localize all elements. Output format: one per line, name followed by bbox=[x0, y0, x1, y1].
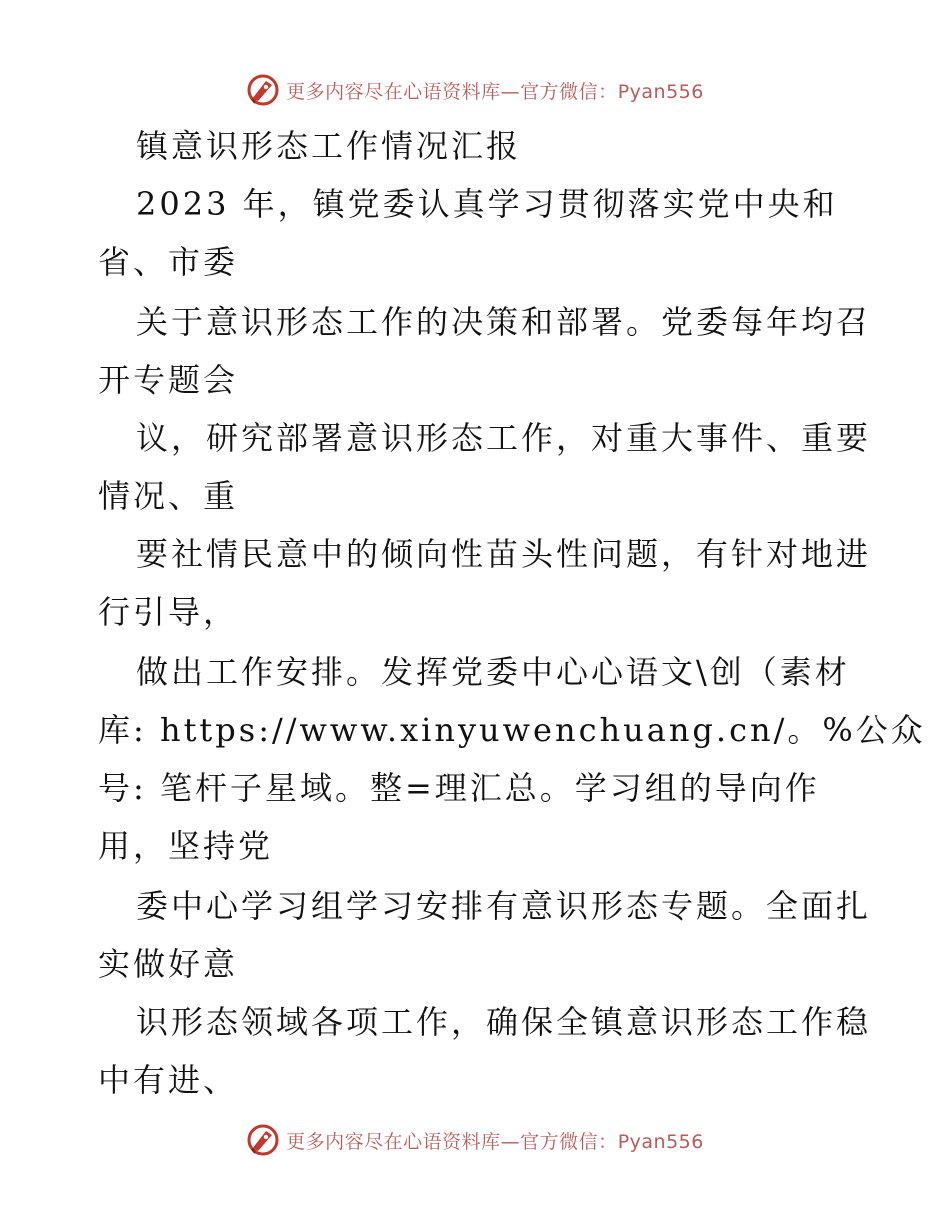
footer-contact-id: Pyan556 bbox=[617, 1130, 704, 1153]
body-line: 议，研究部署意识形态工作，对重大事件、重要 bbox=[136, 419, 872, 457]
body-line: 2023 年，镇党委认真学习贯彻落实党中央和 bbox=[136, 185, 838, 223]
footer-site-text: 更多内容尽在心语资料库 bbox=[286, 1130, 501, 1153]
body-line: 省、市委 bbox=[98, 243, 239, 281]
pen-nib-logo-icon bbox=[246, 1123, 280, 1157]
body-line: 库: https://www.xinyuwenchuang.cn/。%公众 bbox=[98, 711, 926, 749]
footer-separator: — bbox=[500, 1130, 521, 1153]
document-title: 镇意识形态工作情况汇报 bbox=[136, 127, 522, 165]
header-contact-label: 官方微信： bbox=[520, 80, 618, 103]
body-line: 用，坚持党 bbox=[98, 827, 274, 865]
body-line: 情况、重 bbox=[98, 477, 239, 515]
body-line: 委中心学习组学习安排有意识形态专题。全面扎 bbox=[136, 887, 872, 925]
footer-contact-label: 官方微信： bbox=[520, 1130, 618, 1153]
body-line: 号: 笔杆子星域。整=理汇总。学习组的导向作 bbox=[98, 769, 820, 807]
body-line: 关于意识形态工作的决策和部署。党委每年均召 bbox=[136, 303, 872, 341]
footer-banner-text bbox=[286, 1127, 704, 1154]
header-site-text: 更多内容尽在心语资料库 bbox=[286, 80, 501, 103]
body-line: 识形态领域各项工作，确保全镇意识形态工作稳 bbox=[136, 1003, 872, 1041]
footer-banner bbox=[0, 1120, 950, 1160]
body-line: 做出工作安排。发挥党委中心心语文\创（素材 bbox=[136, 653, 850, 691]
body-line: 要社情民意中的倾向性苗头性问题，有针对地进 bbox=[136, 535, 872, 573]
body-line: 中有进、 bbox=[98, 1061, 239, 1099]
header-contact-id: Pyan556 bbox=[617, 80, 704, 103]
header-separator: — bbox=[500, 80, 521, 103]
body-line: 开专题会 bbox=[98, 361, 239, 399]
body-line: 实做好意 bbox=[98, 945, 239, 983]
body-line: 行引导， bbox=[98, 593, 239, 631]
